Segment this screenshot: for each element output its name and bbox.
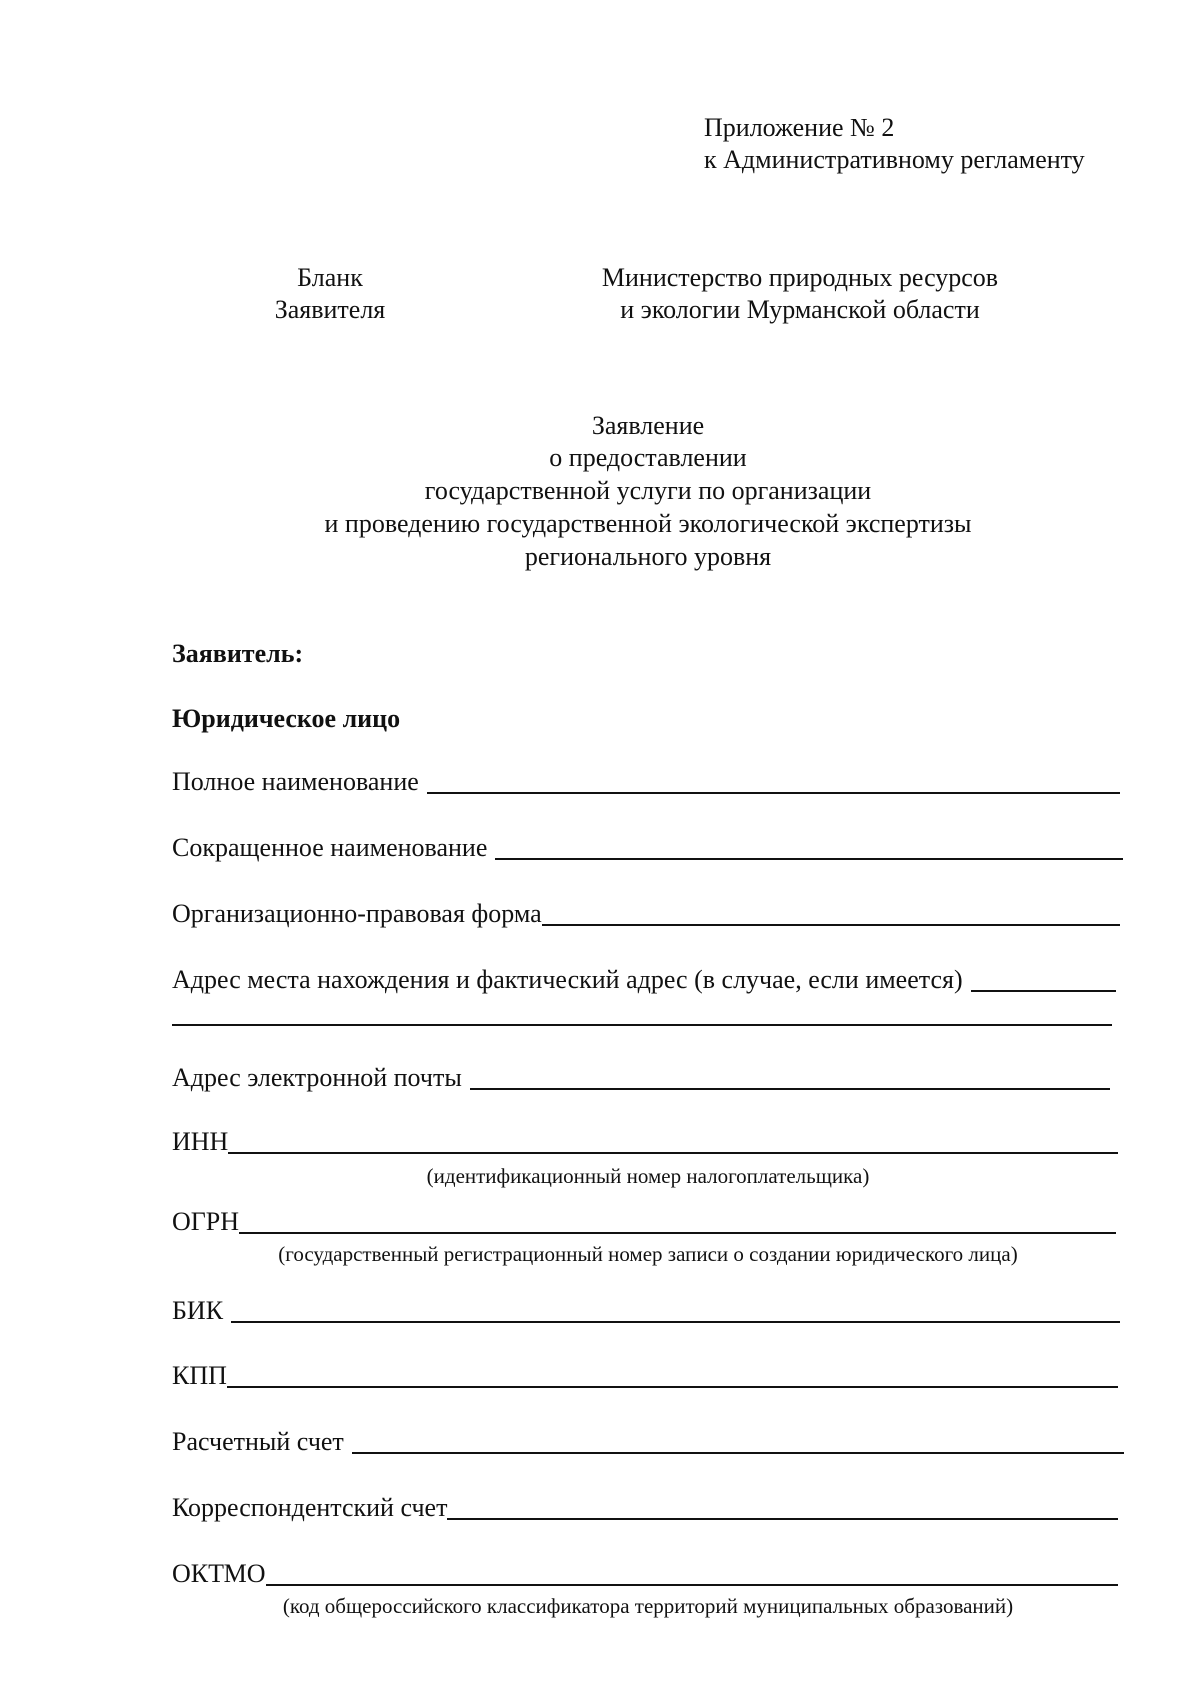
kpp-label: КПП [172,1361,227,1390]
bik-field[interactable] [231,1297,1120,1323]
address-field-continuation[interactable] [172,1024,1112,1026]
oktmo-field[interactable] [266,1560,1118,1586]
title-line3: государственной услуги по организации [424,476,872,505]
address-label: Адрес места нахождения и фактический адрес (в случае, если имеется) [172,965,963,994]
full-name-label: Полное наименование [172,767,419,796]
ministry-name-line2: и экологии Мурманской области [620,295,980,324]
full-name-field[interactable] [427,768,1120,794]
legal-form-field[interactable] [542,900,1120,926]
full-name-row [172,766,1120,798]
ogrn-label: ОГРН [172,1207,240,1236]
appendix-reference: к Административному регламенту [704,145,1085,174]
title-line4: и проведению государственной экологической экспертизы [324,509,972,538]
legal-form-row [172,898,1120,930]
ogrn-field[interactable] [239,1208,1116,1234]
ministry-name-line1: Министерство природных ресурсов [601,263,999,292]
inn-note: (идентификационный номер налогоплательщика) [426,1164,870,1188]
title-line5: регионального уровня [524,542,772,571]
oktmo-row [172,1558,1118,1590]
kpp-field[interactable] [227,1362,1118,1388]
kpp-row [172,1360,1118,1392]
account-row [172,1426,1124,1458]
email-label: Адрес электронной почты [172,1063,462,1092]
legal-form-label: Организационно-правовая форма [172,899,542,928]
inn-label: ИНН [172,1127,229,1156]
short-name-field[interactable] [495,834,1123,860]
corr-account-row [172,1492,1118,1524]
applicant-label: Заявителя [274,295,386,324]
short-name-label: Сокращенное наименование [172,833,488,862]
document-title: Заявление [591,411,705,440]
account-label: Расчетный счет [172,1427,344,1456]
short-name-row [172,832,1123,864]
account-field[interactable] [352,1428,1124,1454]
inn-row [172,1126,1118,1158]
appendix-number: Приложение № 2 [704,113,895,142]
oktmo-label: ОКТМО [172,1559,266,1588]
ogrn-row [172,1206,1116,1238]
bik-row [172,1295,1120,1327]
title-line2: о предоставлении [549,443,747,472]
bik-label: БИК [172,1296,224,1325]
address-row [172,964,1116,996]
email-field[interactable] [470,1064,1110,1090]
oktmo-note: (код общероссийского классификатора территорий муниципальных образований) [282,1594,1014,1618]
address-field[interactable] [971,966,1116,992]
corr-account-label: Корреспондентский счет [172,1493,448,1522]
legal-entity-heading: Юридическое лицо [172,704,401,733]
corr-account-field[interactable] [447,1494,1118,1520]
email-row [172,1062,1110,1094]
blank-label: Бланк [297,263,363,292]
inn-field[interactable] [228,1128,1118,1154]
applicant-heading: Заявитель: [172,639,304,668]
ogrn-note: (государственный регистрационный номер записи о создании юридического лица) [278,1242,1018,1266]
